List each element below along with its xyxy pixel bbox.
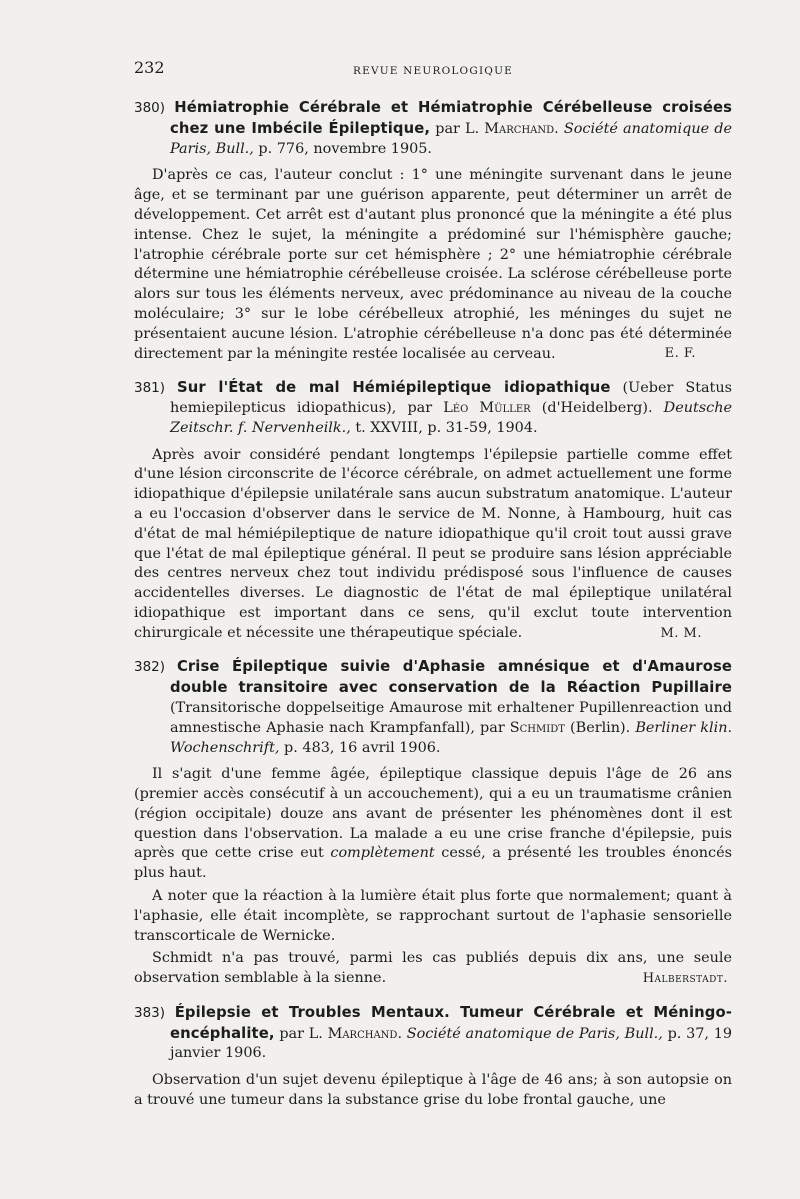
abstract-title: Hémiatrophie Cérébrale et Hémiatrophie Cérébelleuse croisées chez une Imbécile Épileptique, [170,99,732,137]
journal-page [134,58,732,1125]
abstract-title: Épilepsie et Troubles Mentaux. Tumeur Cérébrale et Méningo-encéphalite, [170,1003,732,1042]
abstract-383 [134,1003,732,1111]
original-title: (Transitorische doppelseitige Amaurose mit erhaltener Pupillenreaction und amnestische Aphasie nach Krampfanfall), [170,699,732,736]
source-journal: Société anatomique de Paris, Bull., [406,1025,663,1042]
reviewer-signature: Halberstadt. [642,971,728,987]
abstract-title: Sur l'État de mal Hémiépileptique idiopathique [177,379,611,397]
author-prefix: par [407,399,433,416]
page-number: 232 [134,58,165,77]
abstract-paragraph [134,765,732,884]
author-prefix: par [480,719,505,736]
abstract-heading [134,1003,732,1064]
abstract-title: Crise Épileptique suivie d'Aphasie amnésique et d'Amaurose double transitoire avec conservation de la Réaction Pupillaire [170,658,733,697]
paragraph-text: cessé, a présenté les troubles énoncés plus haut. [134,845,732,882]
reviewer-signature: E. F. [664,346,696,362]
author-name: L. Marchand. [308,1025,403,1042]
citation: t. XXVIII, p. 31-59, 1904. [355,419,538,436]
author-name: Léo Müller [443,399,531,416]
journal-title: REVUE NEUROLOGIQUE [352,65,514,77]
author-name: Schmidt [509,719,565,736]
author-place: (Berlin). [570,719,631,736]
abstract-number: 383) [134,1004,166,1021]
abstract-number: 380) [134,100,166,116]
source-journal: Deutsche Zeitschr. f. Nervenheilk., [170,399,733,436]
abstract-382 [134,657,732,989]
abstract-381 [134,378,732,643]
paragraph-text: Il s'agit d'une femme âgée, épileptique classique depuis l'âge de 26 ans (premier accès consécutif à un accouchement), qui a eu un traumatisme crânien (région occipitale) douze ans avant de présenter les phénomènes dont il est question dans l'observation. La malade a eu une crise franche d'épilepsie, puis après que cette crise eut [134,766,732,862]
author-prefix: par [279,1025,304,1042]
citation: p. 37, 19 janvier 1906. [170,1025,733,1062]
source-journal: Société anatomique de Paris, Bull., [170,120,732,157]
abstract-paragraph: Schmidt n'a pas trouvé, parmi les cas publiés depuis dix ans, une seule observation semblable à la sienne. [134,950,732,987]
abstract-paragraph: A noter que la réaction à la lumière était plus forte que normalement; quant à l'aphasie, elle était incomplète, se rapprochant surtout de l'aphasie sensorielle transcorticale de Wernicke. [134,888,732,944]
abstract-heading [134,657,732,758]
abstract-paragraph: Après avoir considéré pendant longtemps l'épilepsie partielle comme effet d'une lésion circonscrite de l'écorce cérébrale, on admet actuellement une forme idiopathique d'épilepsie unilatérale sans aucun substratum anatomique. L'auteur a eu l'occasion d'observer dans le service de M. Nonne, à Hambourg, huit cas d'état de mal hémiépileptique de nature idiopathique qu'il croit tout aussi grave que l'état de mal épileptique général. Il peut se produire sans lésion appréciable des centres nerveux chez tout individu prédisposé sous l'influence de causes accidentelles diverses. Le diagnostic de l'état de mal épileptique unilatéral idiopathique est important dans ce sens, qu'il exclut toute intervention chirurgicale et nécessite une thérapeutique spéciale. [134,446,732,641]
author-prefix: par [435,120,460,137]
author-name: L. Marchand. [465,120,559,137]
abstract-heading [134,98,732,159]
citation: p. 776, novembre 1905. [258,140,432,157]
original-title: (Ueber Status hemiepilepticus idiopathicus), [170,380,732,416]
abstract-paragraph: D'après ce cas, l'auteur conclut : 1° une méningite survenant dans le jeune âge, et se terminant par une guérison apparente, peut déterminer un arrêt de développement. Cet arrêt est d'autant plus prononcé que la méningite a été plus intense. Chez le sujet, la méningite a prédominé sur l'hémisphère gauche; l'atrophie cérébrale porte sur cet hémisphère ; 2° une hémiatrophie cérébrale détermine une hémiatrophie cérébelleuse croisée. La sclérose cérébelleuse porte alors sur tous les éléments nerveux, avec prédominance au niveau de la couche moléculaire; 3° sur le lobe cérébelleux atrophié, les méninges du sujet ne présentaient aucune lésion. L'atrophie cérébelleuse n'a donc pas été déterminée directement par la méningite restée localisée au cerveau. [134,167,732,362]
emphasis-text: complètement [330,845,435,862]
abstract-number: 381) [134,380,166,397]
abstract-heading [134,378,732,438]
running-head [134,58,732,98]
abstract-number: 382) [134,659,166,676]
abstract-paragraph: Observation d'un sujet devenu épileptique à l'âge de 46 ans; à son autopsie on a trouvé une tumeur dans la substance grise du lobe frontal gauche, une [134,1072,732,1109]
abstract-380 [134,98,732,364]
source-journal: Berliner klin. Wochenschrift, [170,719,733,756]
reviewer-signature: M. M. [660,625,702,641]
author-place: (d'Heidelberg). [541,399,653,416]
citation: p. 483, 16 avril 1906. [284,739,441,756]
